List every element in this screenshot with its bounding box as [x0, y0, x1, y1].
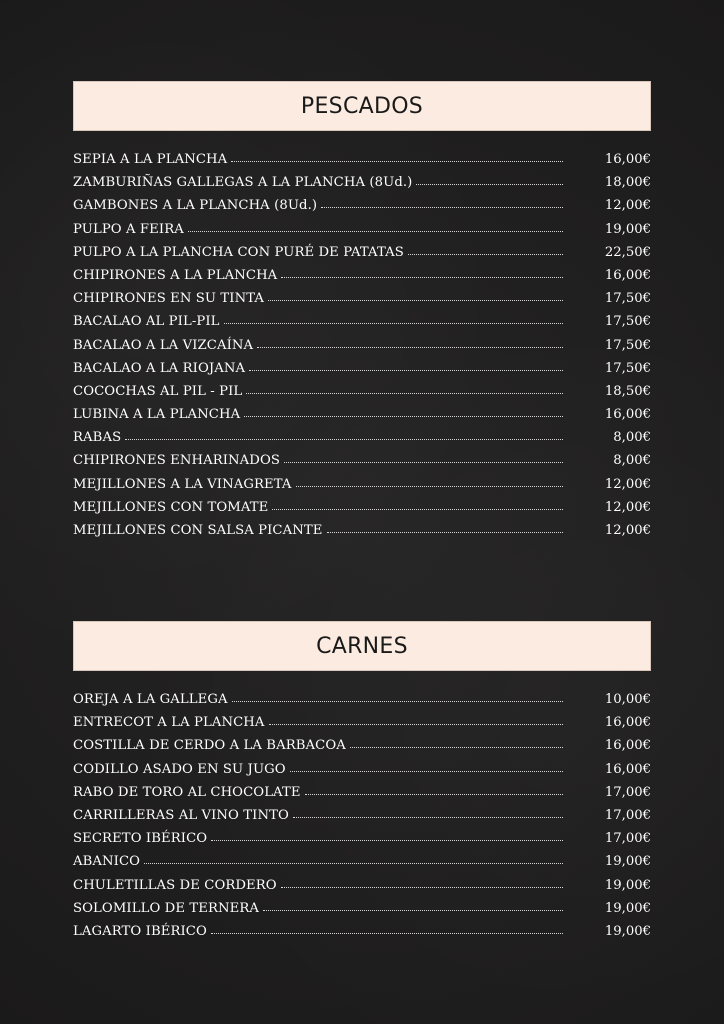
menu-item [73, 173, 651, 196]
menu-item-name-wrap [73, 500, 563, 516]
dot-leader [144, 853, 563, 864]
menu-item-name: CHIPIRONES EN SU TINTA [73, 291, 265, 307]
menu-item-name: MEJILLONES A LA VINAGRETA [73, 476, 292, 492]
dot-leader [211, 830, 563, 841]
menu-item-name: RABAS [73, 430, 122, 446]
menu-item-name: ABANICO [73, 854, 141, 870]
menu-item-name: COCOCHAS AL PIL - PIL [73, 383, 243, 399]
menu-item [73, 428, 651, 451]
menu-item-name: BACALAO A LA RIOJANA [73, 360, 246, 376]
menu-item-name-wrap [73, 924, 563, 940]
dot-leader [408, 244, 563, 255]
carnes-header [73, 621, 651, 671]
menu-item-name: CHIPIRONES A LA PLANCHA [73, 267, 278, 283]
menu-item-name-wrap [73, 222, 563, 238]
menu-item-name: BACALAO AL PIL-PIL [73, 314, 220, 330]
menu-item-name: CHIPIRONES ENHARINADOS [73, 453, 281, 469]
pescados-title: PESCADOS [300, 93, 424, 119]
menu-item-name-wrap [73, 808, 563, 824]
dot-leader [231, 151, 563, 162]
menu-item-name-wrap [73, 878, 563, 894]
menu-item [73, 690, 651, 713]
menu-item [73, 382, 651, 405]
menu-item-name: PULPO A LA PLANCHA CON PURÉ DE PATATAS [73, 244, 404, 260]
menu-item-name: LAGARTO IBÉRICO [73, 923, 207, 939]
menu-item [73, 922, 651, 945]
menu-item-price: 17,00€ [604, 807, 651, 823]
menu-item [73, 876, 651, 899]
menu-item-price: 10,00€ [604, 692, 651, 707]
menu-item-price: 17,00€ [604, 831, 651, 847]
menu-item-name: MEJILLONES CON SALSA PICANTE [73, 523, 323, 538]
menu-item [73, 806, 651, 829]
menu-item-name-wrap [73, 198, 563, 214]
menu-item-name: LUBINA A LA PLANCHA [73, 407, 241, 423]
menu-item-name-wrap [73, 762, 563, 778]
dot-leader [125, 429, 563, 440]
menu-item [73, 266, 651, 289]
menu-item-name-wrap [73, 430, 563, 446]
menu-item-price: 16,00€ [604, 407, 651, 423]
dot-leader [263, 900, 563, 911]
menu-item-name-wrap [73, 738, 563, 754]
menu-item [73, 783, 651, 806]
menu-item-name-wrap [73, 314, 563, 330]
menu-item-name-wrap [73, 338, 563, 354]
menu-item-price: 12,00€ [604, 198, 651, 214]
menu-item-name-wrap [73, 477, 563, 493]
menu-item [73, 405, 651, 428]
carnes-section [73, 621, 651, 939]
menu-item-price: 16,00€ [604, 152, 651, 167]
menu-item-name: SEPIA A LA PLANCHA [73, 152, 228, 167]
menu-item-name-wrap [73, 407, 563, 423]
dot-leader [268, 290, 563, 301]
menu-item [73, 359, 651, 382]
menu-item-price: 16,00€ [604, 267, 651, 283]
menu-item-name-wrap [73, 245, 563, 261]
menu-item [73, 760, 651, 783]
menu-item [73, 243, 651, 266]
menu-item-name-wrap [73, 291, 563, 307]
menu-item-name: PULPO A FEIRA [73, 221, 184, 237]
dot-leader [188, 221, 563, 232]
menu-item-price: 17,50€ [604, 360, 651, 376]
dot-leader [269, 714, 563, 725]
dot-leader [284, 452, 563, 463]
menu-item-price: 12,00€ [604, 499, 651, 515]
menu-item [73, 475, 651, 498]
dot-leader [281, 877, 563, 888]
menu-item [73, 312, 651, 335]
menu-item-name: CARRILLERAS AL VINO TINTO [73, 807, 289, 823]
menu-item-name-wrap [73, 384, 563, 400]
menu-item [73, 829, 651, 852]
menu-item [73, 521, 651, 544]
dot-leader [290, 761, 563, 772]
menu-item-price: 17,50€ [604, 337, 651, 353]
menu-item-name: OREJA A LA GALLEGA [73, 692, 228, 707]
menu-item-name-wrap [73, 453, 563, 469]
menu-item [73, 498, 651, 521]
menu-item-name-wrap [73, 831, 563, 847]
menu-item-name: SOLOMILLO DE TERNERA [73, 900, 260, 916]
menu-item-price: 17,50€ [604, 314, 651, 330]
dot-leader [305, 784, 563, 795]
menu-item-name: RABO DE TORO AL CHOCOLATE [73, 784, 301, 800]
menu-item-price: 8,00€ [613, 453, 651, 469]
menu-item-price: 19,00€ [604, 900, 651, 916]
pescados-list [73, 150, 651, 544]
menu-item-name-wrap [73, 692, 563, 708]
menu-item [73, 736, 651, 759]
carnes-list [73, 690, 651, 945]
menu-item-name: GAMBONES A LA PLANCHA (8Ud.) [73, 198, 318, 214]
menu-item-name-wrap [73, 361, 563, 377]
menu-item-name-wrap [73, 715, 563, 731]
menu-item-name-wrap [73, 785, 563, 801]
carnes-title: CARNES [316, 633, 408, 659]
dot-leader [327, 522, 564, 533]
dot-leader [257, 337, 563, 348]
menu-item-price: 8,00€ [613, 430, 651, 446]
dot-leader [272, 499, 563, 510]
menu-item-name-wrap [73, 268, 563, 284]
menu-item-name: ENTRECOT A LA PLANCHA [73, 715, 265, 731]
menu-item-price: 19,00€ [604, 877, 651, 893]
dot-leader [224, 313, 563, 324]
menu-item-name: MEJILLONES CON TOMATE [73, 499, 269, 515]
menu-item-name: ZAMBURIÑAS GALLEGAS A LA PLANCHA (8Ud.) [73, 175, 413, 191]
menu-item-name: CHULETILLAS DE CORDERO [73, 877, 277, 893]
dot-leader [296, 476, 563, 487]
menu-item [73, 713, 651, 736]
menu-item [73, 220, 651, 243]
menu-item-name-wrap [73, 175, 563, 191]
menu-item [73, 852, 651, 875]
menu-item [73, 899, 651, 922]
menu-item-price: 17,00€ [604, 784, 651, 800]
menu-item-price: 12,00€ [604, 523, 651, 538]
menu-item [73, 336, 651, 359]
dot-leader [249, 360, 563, 371]
menu-item [73, 451, 651, 474]
menu-item-name-wrap [73, 854, 563, 870]
pescados-section [73, 81, 651, 538]
menu-item-price: 16,00€ [604, 715, 651, 731]
dot-leader [293, 807, 563, 818]
menu-item [73, 150, 651, 173]
menu-item-price: 17,50€ [604, 291, 651, 307]
menu-item-name-wrap [73, 152, 563, 168]
menu-item-price: 12,00€ [604, 476, 651, 492]
menu-item-price: 19,00€ [604, 854, 651, 870]
menu-item-price: 19,00€ [604, 923, 651, 939]
menu-item-price: 18,00€ [604, 175, 651, 191]
menu-item [73, 196, 651, 219]
menu-item-name: BACALAO A LA VIZCAÍNA [73, 337, 254, 353]
menu-item-price: 18,50€ [604, 383, 651, 399]
menu-item-name: SECRETO IBÉRICO [73, 831, 208, 847]
dot-leader [232, 691, 563, 702]
pescados-header [73, 81, 651, 131]
menu-item [73, 289, 651, 312]
menu-item-price: 22,50€ [604, 244, 651, 260]
dot-leader [350, 737, 563, 748]
menu-item-price: 16,00€ [604, 761, 651, 777]
dot-leader [246, 383, 563, 394]
dot-leader [321, 197, 563, 208]
menu-item-name-wrap [73, 523, 563, 539]
dot-leader [281, 267, 563, 278]
dot-leader [416, 174, 563, 185]
menu-item-price: 16,00€ [604, 738, 651, 754]
menu-item-name: COSTILLA DE CERDO A LA BARBACOA [73, 738, 346, 754]
dot-leader [244, 406, 563, 417]
menu-item-price: 19,00€ [604, 221, 651, 237]
menu-item-name: CODILLO ASADO EN SU JUGO [73, 761, 286, 777]
menu-item-name-wrap [73, 901, 563, 917]
dot-leader [211, 923, 563, 934]
